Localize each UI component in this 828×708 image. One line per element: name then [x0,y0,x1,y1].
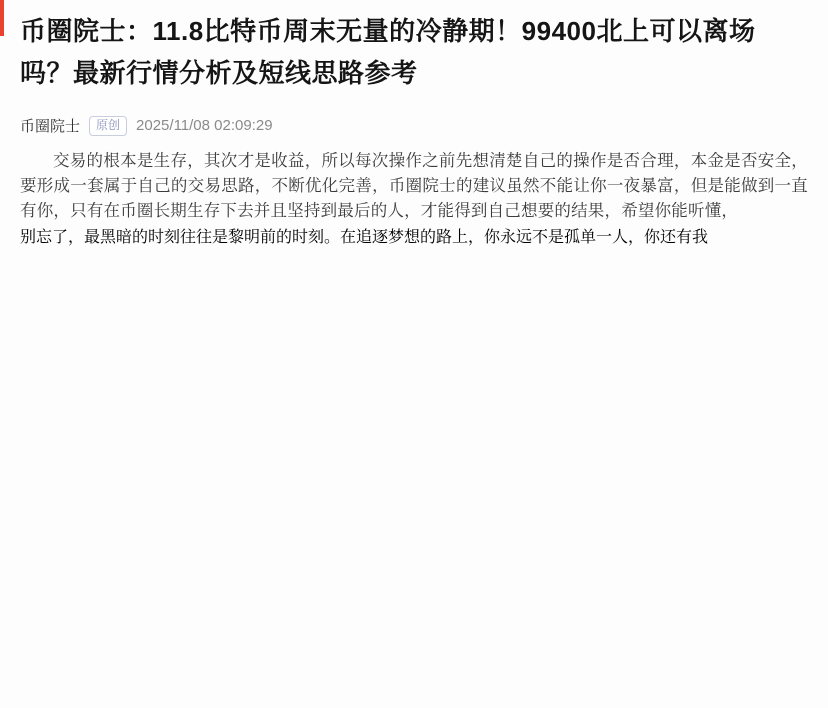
paragraph-intro-2: 别忘了，最黑暗的时刻往往是黎明前的时刻。在追逐梦想的路上，你永远不是孤单一人，你还有我 [20,229,709,246]
article-title: 币圈院士：11.8比特币周末无量的冷静期！99400北上可以离场吗？最新行情分析及短线思路参考 [20,16,756,88]
article-body [20,149,808,247]
original-badge: 原创 [89,116,127,136]
page-edge-accent [0,0,4,36]
paragraph-intro-1: 交易的根本是生存，其次才是收益，所以每次操作之前先想清楚自己的操作是否合理，本金是否安全，要形成一套属于自己的交易思路，不断优化完善，币圈院士的建议虽然不能让你一夜暴富，但是能做到一直有你，只有在币圈长期生存下去并且坚持到最后的人，才能得到自己想要的结果，希望你能听懂， [20,152,808,220]
article-meta [20,115,808,136]
author-link[interactable]: 币圈院士 [20,118,81,135]
publish-timestamp: 2025/11/08 02:09:29 [136,117,273,134]
